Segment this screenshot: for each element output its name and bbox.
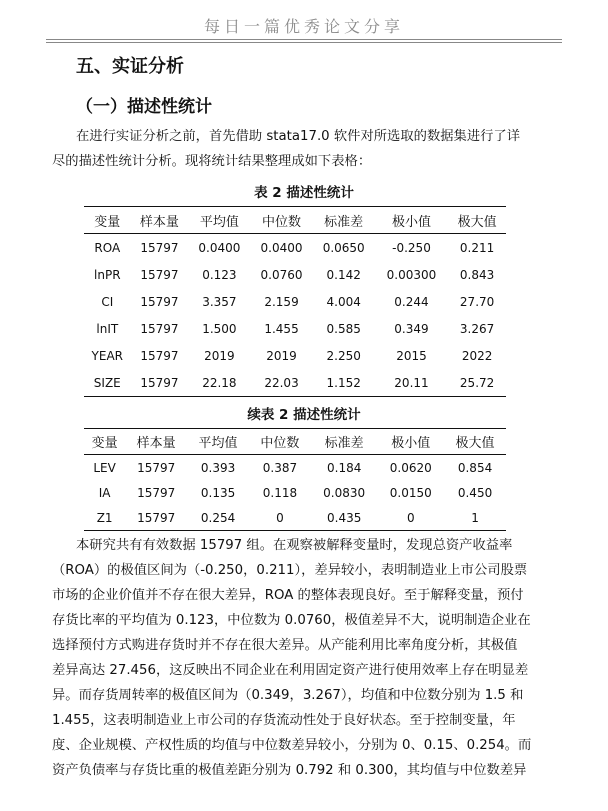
table-cell: -0.250 xyxy=(392,240,431,255)
table-cell: 15797 xyxy=(137,485,176,500)
table-cell: 22.03 xyxy=(250,369,312,397)
column-header: 平均值 xyxy=(187,429,249,455)
table-cell: 0.854 xyxy=(457,460,493,475)
table-cell: lnPR xyxy=(94,267,121,282)
table-cell: 15797 xyxy=(131,369,189,397)
table-cell: lnIT xyxy=(96,321,119,336)
table-cell: 0.0620 xyxy=(389,460,432,475)
table-header-row xyxy=(84,429,506,455)
table2-caption: 续表 2 描述性统计 xyxy=(247,407,361,423)
column-header: 变量 xyxy=(84,207,131,234)
table-cell: 3.267 xyxy=(459,321,495,336)
header-title: 每日一篇优秀论文分享 xyxy=(203,17,404,36)
descriptive-stats-table-continued xyxy=(84,428,506,531)
intro-line-2: 尽的描述性统计分析。现将统计结果整理成如下表格： xyxy=(52,154,372,169)
table-cell: 20.11 xyxy=(375,369,448,397)
table-cell: 0.349 xyxy=(394,321,429,336)
table-cell: 0.585 xyxy=(326,321,361,336)
table-cell: 0.0830 xyxy=(323,485,366,500)
table-cell: 2019 xyxy=(266,348,297,363)
analysis-line: （ROA）的极值区间为（-0.250，0.211），差异较小，表明制造业上市公司股票 xyxy=(52,563,528,578)
table-cell: 0.244 xyxy=(394,294,429,309)
table-cell: 15797 xyxy=(140,348,179,363)
table-row xyxy=(84,342,506,369)
descriptive-stats-table xyxy=(84,206,506,397)
table-cell: 0.435 xyxy=(311,505,378,531)
table-row xyxy=(84,505,506,531)
analysis-line: 1.455，这表明制造业上市公司的存货流动性处于良好状态。至于控制变量，年 xyxy=(52,713,516,728)
analysis-line: 度、企业规模、产权性质的均值与中位数差异较小，分别为 0、0.15、0.254。而 xyxy=(52,738,532,753)
column-header: 变量 xyxy=(84,429,125,455)
table-cell: 2.250 xyxy=(326,348,361,363)
table-cell: 2.159 xyxy=(264,294,299,309)
subsection-title: （一）描述性统计 xyxy=(76,97,212,117)
table-cell: SIZE xyxy=(84,369,131,397)
table-cell: 1.500 xyxy=(202,321,237,336)
column-header: 极小值 xyxy=(375,207,448,234)
analysis-line: 选择预付方式购进存货时并不存在很大差异。从产能利用比率角度分析，其极值 xyxy=(52,638,518,653)
column-header: 中位数 xyxy=(250,207,312,234)
table-cell: 15797 xyxy=(125,505,187,531)
table-cell: 15797 xyxy=(140,267,179,282)
analysis-line: 差异高达 27.456，这反映出不同企业在利用固定资产进行使用效率上存在明显差 xyxy=(52,663,529,678)
table-cell: LEV xyxy=(93,460,116,475)
analysis-line: 市场的企业价值并不存在很大差异，ROA 的整体表现良好。至于解释变量，预付 xyxy=(52,588,524,603)
column-header: 样本量 xyxy=(125,429,187,455)
column-header: 极大值 xyxy=(444,429,506,455)
table-cell: 3.357 xyxy=(202,294,237,309)
table-cell: 2022 xyxy=(461,348,493,363)
table-cell: ROA xyxy=(94,240,121,255)
table-cell: Z1 xyxy=(84,505,125,531)
table-cell: 0 xyxy=(377,505,444,531)
analysis-line: 异。而存货周转率的极值区间为（0.349，3.267），均值和中位数分别为 1.5 和 xyxy=(52,688,524,703)
header-rule xyxy=(46,39,562,40)
table-cell: 0.450 xyxy=(457,485,493,500)
table-row xyxy=(84,315,506,342)
table-row xyxy=(84,234,506,262)
page-header xyxy=(0,0,608,44)
table-cell: 0.184 xyxy=(327,460,362,475)
table-cell: IA xyxy=(98,485,111,500)
table-cell: 0.393 xyxy=(200,460,236,475)
table-row xyxy=(84,369,506,397)
table-cell: 0.0150 xyxy=(389,485,432,500)
table-cell: 4.004 xyxy=(326,294,361,309)
intro-line-1: 在进行实证分析之前，首先借助 stata17.0 软件对所选取的数据集进行了详 xyxy=(76,129,521,144)
header-rule-2 xyxy=(46,42,562,43)
table-cell: 0.254 xyxy=(187,505,249,531)
table-row xyxy=(84,480,506,505)
column-header: 标准差 xyxy=(311,429,378,455)
column-header: 极小值 xyxy=(377,429,444,455)
table-cell: 22.18 xyxy=(188,369,250,397)
table-row xyxy=(84,261,506,288)
section-title: 五、实证分析 xyxy=(76,56,184,77)
table-cell: 2015 xyxy=(396,348,427,363)
table-cell: 0.387 xyxy=(262,460,298,475)
table-cell: 0.123 xyxy=(202,267,237,282)
table-cell: 0.0400 xyxy=(198,240,241,255)
table-cell: 0.0760 xyxy=(260,267,303,282)
table-cell: 27.70 xyxy=(459,294,495,309)
table-cell: 15797 xyxy=(140,240,179,255)
table-cell: 0.211 xyxy=(459,240,495,255)
column-header: 极大值 xyxy=(448,207,506,234)
table-cell: 0 xyxy=(249,505,311,531)
table-cell: CI xyxy=(101,294,114,309)
analysis-line: 存货比率的平均值为 0.123，中位数为 0.0760，极值差异不大，说明制造企业在 xyxy=(52,613,531,628)
table-cell: 15797 xyxy=(140,321,179,336)
table-cell: 0.142 xyxy=(326,267,361,282)
table-cell: 1.152 xyxy=(313,369,375,397)
column-header: 样本量 xyxy=(131,207,189,234)
table-header-row xyxy=(84,207,506,234)
table-cell: 1.455 xyxy=(264,321,299,336)
table-cell: 1 xyxy=(444,505,506,531)
table-cell: 0.0400 xyxy=(260,240,303,255)
table-cell: 25.72 xyxy=(448,369,506,397)
analysis-line: 本研究共有有效数据 15797 组。在观察被解释变量时，发现总资产收益率 xyxy=(76,538,513,553)
table-cell: 0.135 xyxy=(200,485,236,500)
table-cell: 0.0650 xyxy=(322,240,365,255)
table-cell: 15797 xyxy=(140,294,179,309)
analysis-line: 资产负债率与存货比重的极值差距分别为 0.792 和 0.300，其均值与中位数差异 xyxy=(52,763,527,778)
column-header: 中位数 xyxy=(249,429,311,455)
column-header: 标准差 xyxy=(313,207,375,234)
table-cell: 0.118 xyxy=(262,485,298,500)
table-cell: 2019 xyxy=(204,348,235,363)
intro-paragraph xyxy=(52,124,546,174)
table-cell: 15797 xyxy=(137,460,176,475)
table-row xyxy=(84,288,506,315)
table-cell: YEAR xyxy=(91,348,124,363)
analysis-paragraph xyxy=(52,533,546,783)
column-header: 平均值 xyxy=(188,207,250,234)
table1-caption: 表 2 描述性统计 xyxy=(254,185,354,201)
table-cell: 0.00300 xyxy=(386,267,437,282)
table-cell: 0.843 xyxy=(459,267,495,282)
table-row xyxy=(84,455,506,481)
